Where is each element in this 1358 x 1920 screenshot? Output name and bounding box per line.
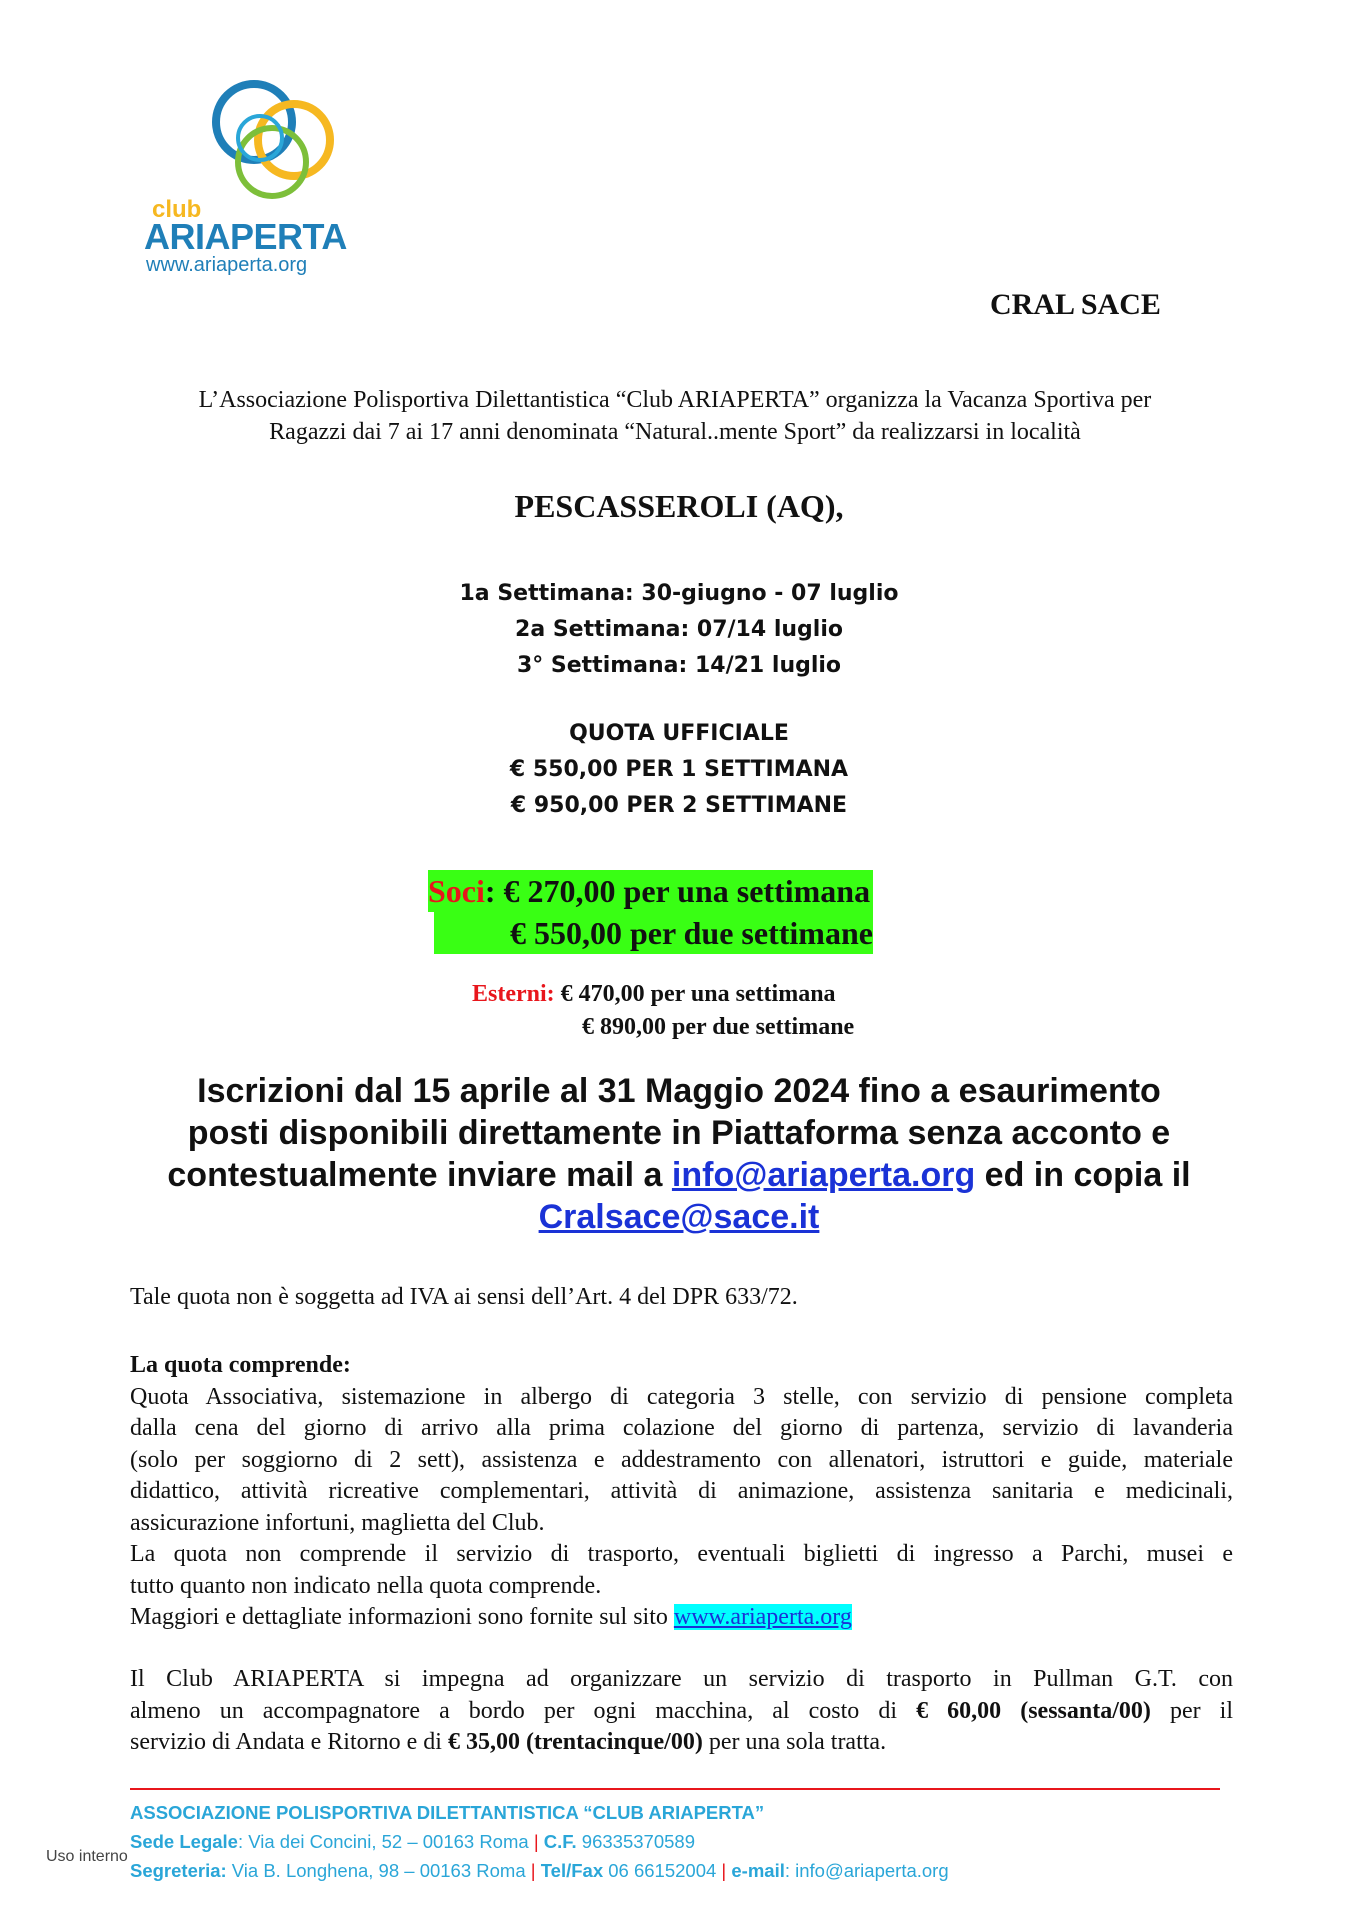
external-price-block (472, 978, 854, 1044)
club-logo (140, 78, 360, 278)
rings-icon (202, 78, 342, 218)
registration-text: contestualmente inviare mail a (167, 1156, 672, 1194)
registration-text: ed in copia il (975, 1156, 1191, 1194)
footer-divider (130, 1788, 1220, 1790)
logo-club-text: club (152, 196, 202, 223)
footer-sede-value: : Via dei Concini, 52 – 00163 Roma (237, 1831, 534, 1852)
footer-cf-value: 96335370589 (576, 1831, 695, 1852)
footer-segreteria (130, 1856, 949, 1885)
footer-email-label: e-mail (731, 1860, 785, 1881)
logo-url-text: www.ariaperta.org (146, 254, 308, 276)
footer-org (130, 1798, 949, 1827)
intro-line: L’Associazione Polisportiva Dilettantistica “Club ARIAPERTA” organizza la Vacanza Sportiva per (198, 387, 1152, 413)
official-price-block (0, 716, 1358, 824)
official-price-title: QUOTA UFFICIALE (569, 721, 789, 746)
footer-separator: | (533, 1831, 539, 1852)
cral-email-link[interactable]: Cralsace@sace.it (538, 1198, 820, 1236)
footer-separator: | (721, 1860, 727, 1881)
transport-text: per una sola tratta. (702, 1729, 887, 1755)
included-line: didattico, attività ricreative complementari, attività di animazione, assistenza sanitaria e medicinali, (130, 1478, 1233, 1504)
week-item: 1a Settimana: 30-giugno - 07 luglio (459, 581, 899, 606)
external-price-line (472, 978, 854, 1011)
transport-line (130, 1727, 1233, 1759)
registration-line: posti disponibili direttamente in Piattaforma senza acconto e (187, 1114, 1171, 1152)
footer-cf-label: C.F. (543, 1831, 577, 1852)
transport-paragraph (130, 1664, 1233, 1759)
transport-text: per il (1150, 1697, 1234, 1724)
member-price-line (428, 870, 873, 912)
footer-org-name: ASSOCIAZIONE POLISPORTIVA DILETTANTISTICA “CLUB ARIAPERTA” (130, 1802, 765, 1823)
footer-sede (130, 1827, 949, 1856)
member-price-two-weeks: € 550,00 per due settimane (434, 912, 873, 954)
intro-line: Ragazzi dai 7 ai 17 anni denominata “Natural..mente Sport” da realizzarsi in località (269, 419, 1081, 445)
footer-sede-label: Sede Legale (130, 1831, 238, 1852)
official-price-one-week: € 550,00 PER 1 SETTIMANA (509, 757, 849, 782)
registration-line: Iscrizioni dal 15 aprile al 31 Maggio 2024 fino a esaurimento (197, 1072, 1161, 1110)
logo-name-text: ARIAPERTA (144, 216, 347, 257)
page-title: CRAL SACE (990, 288, 1161, 321)
transport-line: Il Club ARIAPERTA si impegna ad organizzare un servizio di trasporto in Pullman G.T. con (130, 1666, 1233, 1692)
external-price-two-weeks: € 890,00 per due settimane (582, 1014, 855, 1040)
external-price-one-week: € 470,00 per una settimana (554, 981, 836, 1007)
included-line: Quota Associativa, sistemazione in albergo di categoria 3 stelle, con servizio di pensione completa (130, 1383, 1233, 1410)
more-info-line (130, 1602, 1233, 1634)
not-included-line: tutto quanto non indicato nella quota comprende. (130, 1572, 602, 1599)
transport-text: almeno un accompagnatore a bordo per ogni macchina, al costo di (130, 1697, 917, 1724)
intro-paragraph (120, 384, 1230, 448)
week-item: 2a Settimana: 07/14 luglio (515, 617, 843, 642)
registration-line (0, 1154, 1358, 1196)
vat-note: Tale quota non è soggetta ad IVA ai sensi dell’Art. 4 del DPR 633/72. (130, 1284, 798, 1310)
registration-line (0, 1196, 1358, 1238)
info-email-link[interactable]: info@ariaperta.org (671, 1156, 976, 1194)
transport-price-roundtrip: € 60,00 (sessanta/00) (916, 1697, 1151, 1724)
included-section (130, 1350, 1233, 1634)
member-price-block (428, 870, 873, 954)
week-item: 3° Settimana: 14/21 luglio (516, 653, 842, 678)
included-line: (solo per soggiorno di 2 sett), assistenza e addestramento con allenatori, istruttori e guide, materiale (130, 1446, 1233, 1473)
included-title: La quota comprende: (130, 1352, 351, 1378)
more-info-text: Maggiori e dettagliate informazioni sono fornite sul sito (130, 1604, 674, 1630)
not-included-line: La quota non comprende il servizio di trasporto, eventuali biglietti di ingresso a Parchi, musei e (130, 1541, 1233, 1567)
footer-segreteria-label: Segreteria: (130, 1860, 227, 1881)
footer-tel-label: Tel/Fax (540, 1860, 604, 1881)
external-label: Esterni: (472, 981, 555, 1007)
website-link[interactable]: www.ariaperta.org (673, 1604, 852, 1630)
footer-separator: | (530, 1860, 536, 1881)
footer-email-value: : info@ariaperta.org (784, 1860, 949, 1881)
location-heading: PESCASSEROLI (AQ), (514, 488, 844, 524)
included-line: dalla cena del giorno di arrivo alla prima colazione del giorno di partenza, servizio di lavanderia (130, 1415, 1233, 1441)
registration-notice (0, 1070, 1358, 1238)
footer (130, 1798, 949, 1885)
weeks-list (0, 576, 1358, 684)
footer-segreteria-value: Via B. Longhena, 98 – 00163 Roma (226, 1860, 531, 1881)
transport-text: servizio di Andata e Ritorno e di (130, 1729, 448, 1755)
official-price-two-weeks: € 950,00 PER 2 SETTIMANE (510, 793, 848, 818)
transport-line (130, 1696, 1233, 1728)
internal-use-note: Uso interno (46, 1848, 128, 1865)
included-line: assicurazione infortuni, maglietta del Club. (130, 1509, 545, 1536)
member-label: Soci (428, 873, 485, 909)
member-price-one-week: : € 270,00 per una settimana (484, 873, 871, 909)
transport-price-oneway: € 35,00 (trentacinque/00) (447, 1729, 703, 1755)
footer-tel-value: 06 66152004 (603, 1860, 722, 1881)
